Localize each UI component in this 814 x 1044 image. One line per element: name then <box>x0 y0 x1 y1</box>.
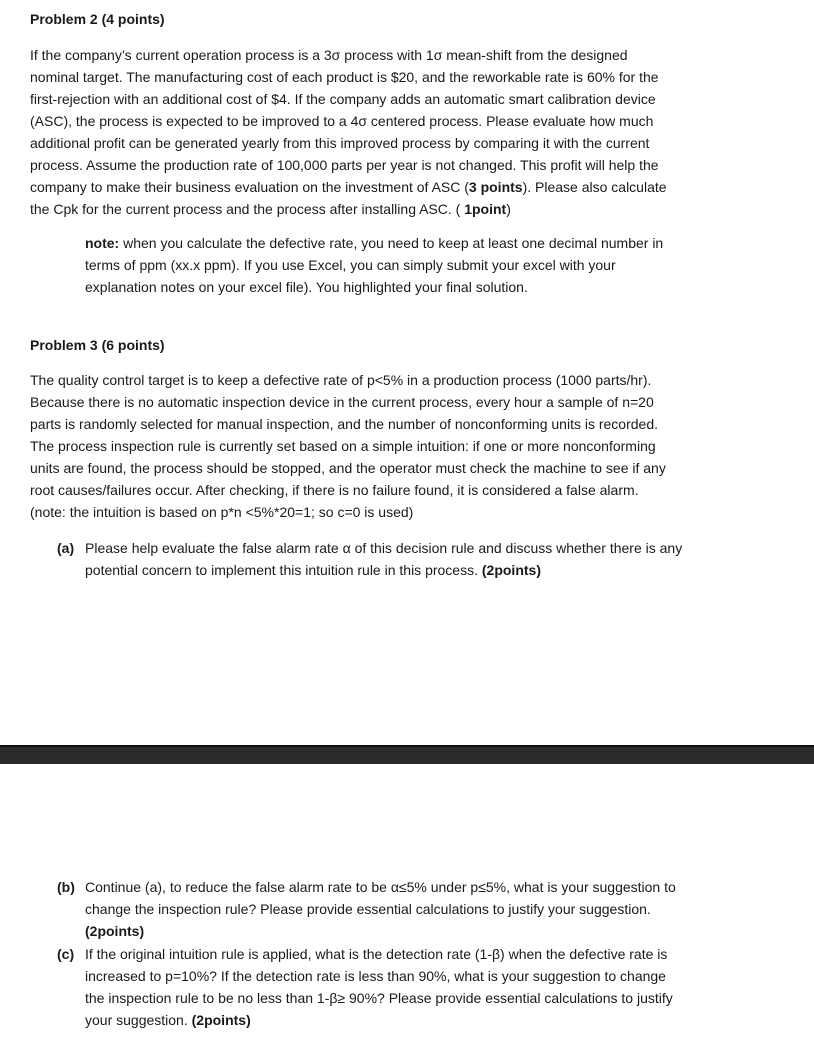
problem-2-line-text: ) <box>506 201 511 217</box>
problem-2-line: If the company’s current operation process is a 3σ process with 1σ mean-shift from the designed <box>30 47 628 63</box>
problem-3-line: parts is randomly selected for manual inspection, and the number of nonconforming units is recorded. <box>30 416 659 432</box>
note-line <box>85 232 785 254</box>
part-c-body <box>85 943 785 1031</box>
part-a-text: potential concern to implement this intuition rule in this process. <box>85 562 482 578</box>
note-text: when you calculate the defective rate, you need to keep at least one decimal number in <box>119 235 664 251</box>
problem-2-line-text: ). Please also calculate <box>522 179 667 195</box>
problem-3-line: The process inspection rule is currently set based on a simple intuition: if one or more nonconforming <box>30 438 656 454</box>
problem-2-line: first-rejection with an additional cost of $4. If the company adds an automatic smart calibration device <box>30 91 656 107</box>
problem-2-body <box>30 44 790 220</box>
part-label: (c) <box>57 946 75 962</box>
problem-2-line <box>30 198 790 220</box>
part-b-line <box>85 920 785 942</box>
problem-2-note <box>85 232 785 298</box>
note-label: note: <box>85 235 120 251</box>
problem-3-line: units are found, the process should be stopped, and the operator must check the machine to see if any <box>30 460 666 476</box>
problem-2-line <box>30 176 790 198</box>
problem-3-title: Problem 3 (6 points) <box>30 337 165 353</box>
points-emphasis: (2points) <box>191 1012 251 1028</box>
problem-3-body <box>30 369 790 523</box>
problem-2-line: nominal target. The manufacturing cost of each product is $20, and the reworkable rate is 60% for the <box>30 69 659 85</box>
part-c-text: your suggestion. <box>85 1012 192 1028</box>
part-a-line: Please help evaluate the false alarm rate α of this decision rule and discuss whether there is any <box>85 540 683 556</box>
part-c-line <box>85 1009 785 1031</box>
problem-3-line: The quality control target is to keep a defective rate of p<5% in a production process (1000 parts/hr). <box>30 372 652 388</box>
problem-2-line-text: the Cpk for the current process and the process after installing ASC. ( <box>30 201 465 217</box>
part-b-line: Continue (a), to reduce the false alarm rate to be α≤5% under p≤5%, what is your suggestion to <box>85 879 676 895</box>
problem-2-line: process. Assume the production rate of 100,000 parts per year is not changed. This profit will help the <box>30 157 659 173</box>
points-emphasis: 1point <box>464 201 507 217</box>
page-divider-edge <box>0 745 814 747</box>
part-label: (b) <box>57 879 75 895</box>
points-emphasis: (2points) <box>481 562 541 578</box>
problem-3-line: root causes/failures occur. After checking, if there is no failure found, it is considered a false alarm. <box>30 482 639 498</box>
problem-2-line: additional profit can be generated yearly from this improved process by comparing it with the current <box>30 135 650 151</box>
part-label: (a) <box>57 540 75 556</box>
part-c-line: increased to p=10%? If the detection rate is less than 90%, what is your suggestion to change <box>85 968 666 984</box>
problem-3-line: Because there is no automatic inspection device in the current process, every hour a sample of n=20 <box>30 394 654 410</box>
problem-2-line: (ASC), the process is expected to be improved to a 4σ centered process. Please evaluate how much <box>30 113 654 129</box>
part-b-body <box>85 876 785 942</box>
part-a-line <box>85 559 785 581</box>
problem-3-line: (note: the intuition is based on p*n <5%*20=1; so c=0 is used) <box>30 504 414 520</box>
points-emphasis: (2points) <box>85 923 145 939</box>
part-a-body <box>85 537 785 581</box>
part-b-line: change the inspection rule? Please provide essential calculations to justify your suggestion. <box>85 901 651 917</box>
points-emphasis: 3 points <box>468 179 523 195</box>
part-c-line: If the original intuition rule is applied, what is the detection rate (1-β) when the defective rate is <box>85 946 668 962</box>
problem-2-title: Problem 2 (4 points) <box>30 11 165 27</box>
part-c-line: the inspection rule to be no less than 1-β≥ 90%? Please provide essential calculations to justify <box>85 990 673 1006</box>
note-line: explanation notes on your excel file). You highlighted your final solution. <box>85 279 528 295</box>
problem-2-line-text: company to make their business evaluation on the investment of ASC ( <box>30 179 469 195</box>
page-divider <box>0 745 814 764</box>
note-line: terms of ppm (xx.x ppm). If you use Excel, you can simply submit your excel with your <box>85 257 616 273</box>
